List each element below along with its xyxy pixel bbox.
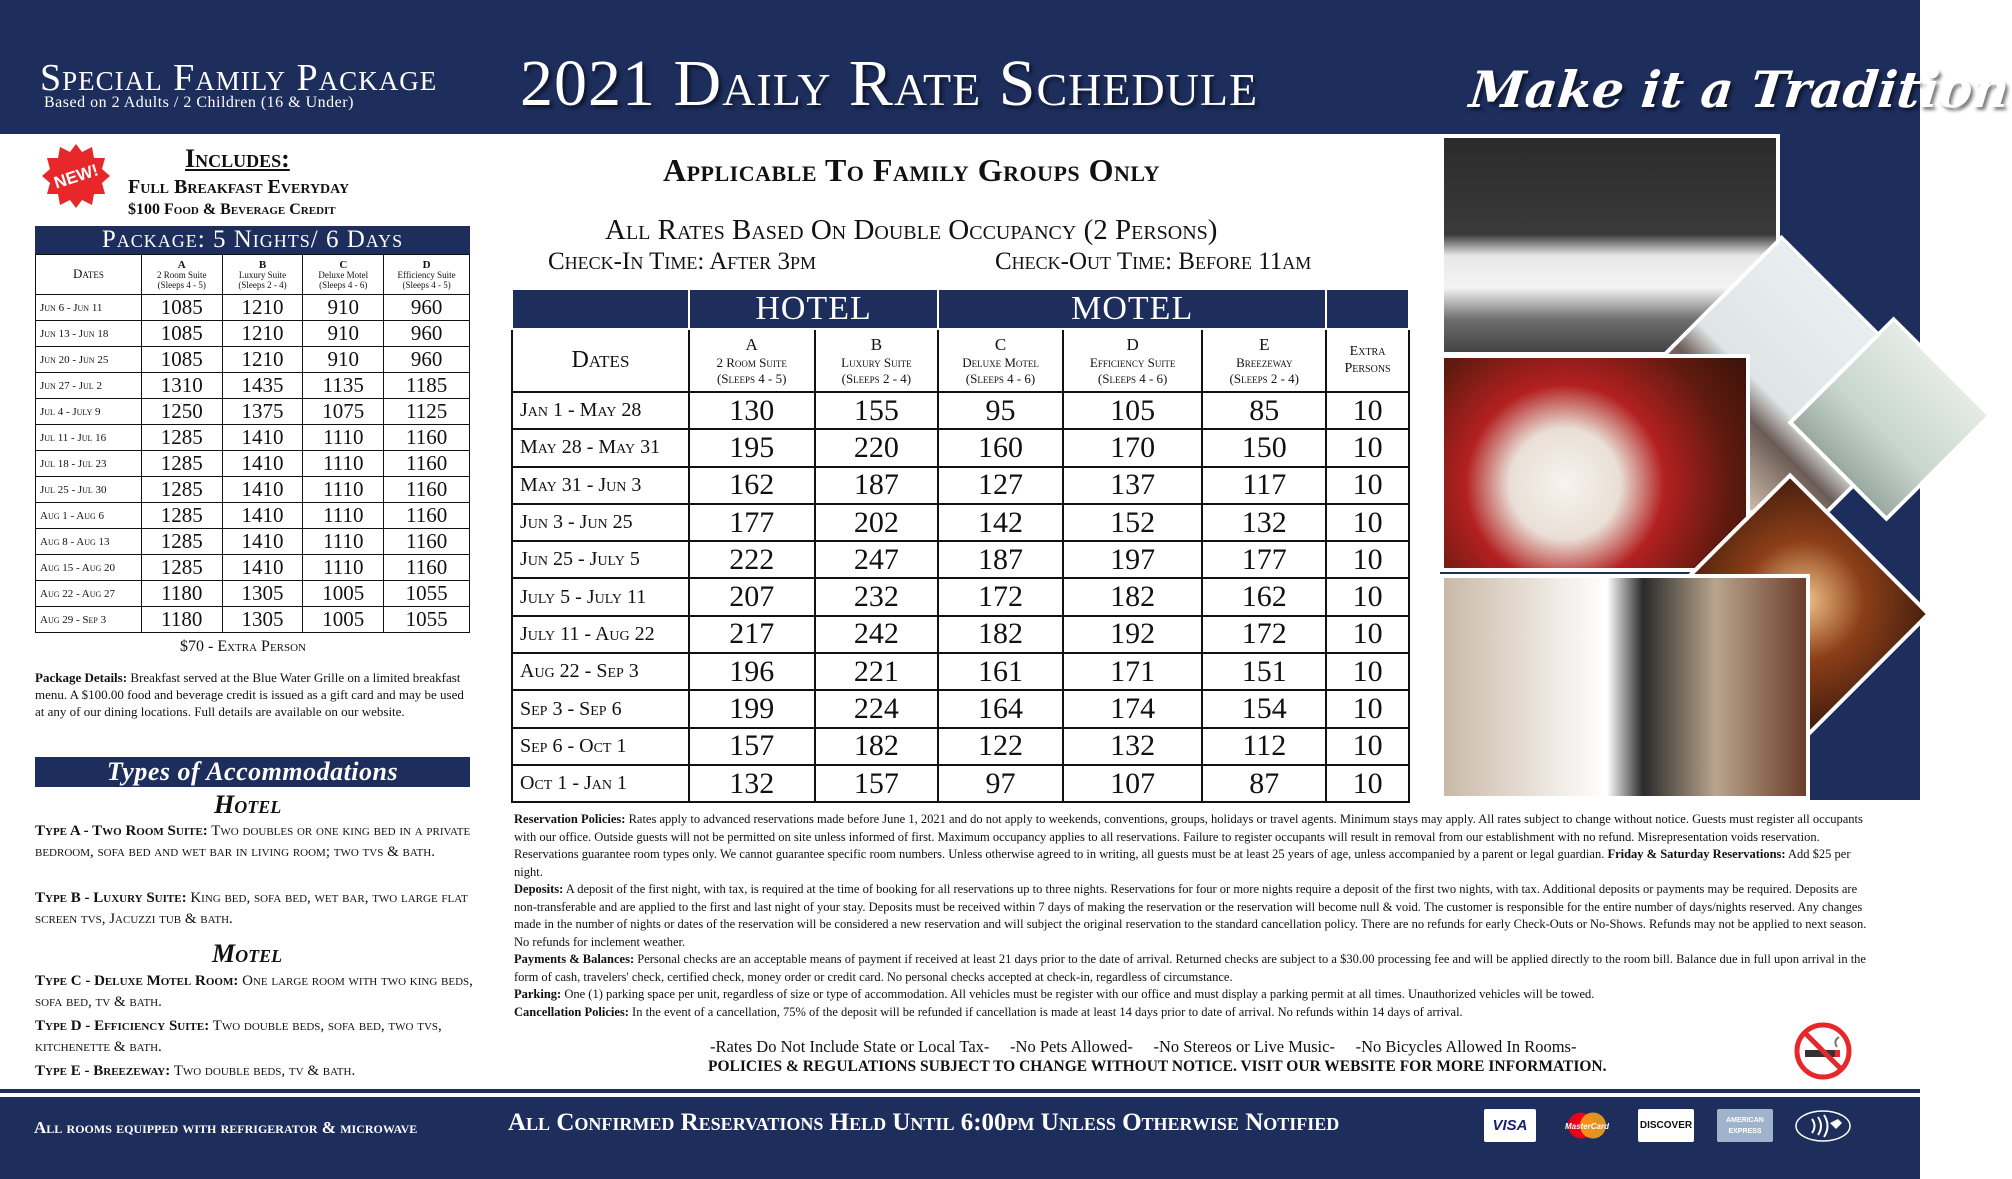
rate-cell: 117 [1202,467,1326,504]
tagline: Make it a Tradition [1466,60,2012,119]
rate-cell: 1160 [384,477,470,503]
rate-cell: 112 [1202,728,1326,765]
policies-text [514,811,1879,1021]
rate-cell: 192 [1063,616,1203,653]
rate-cell: 1285 [141,451,222,477]
row-dates: Aug 29 - Sep 3 [36,607,142,633]
package-table-header-row [36,255,470,295]
rate-cell: 1160 [384,555,470,581]
rate-cell: 10 [1326,504,1409,541]
rate-cell: 202 [815,504,939,541]
group-header-blank [1326,289,1409,329]
row-dates: Jun 20 - Jun 25 [36,347,142,373]
discover-icon: DISCOVER [1638,1109,1694,1142]
table-row [36,399,470,425]
rate-cell: 1110 [303,451,384,477]
new-badge-text: NEW! [51,160,101,193]
footer-banner [0,1097,1920,1179]
rate-cell: 247 [815,541,939,578]
package-title: Special Family Package [40,57,438,99]
row-dates: Jul 25 - Jul 30 [36,477,142,503]
rate-cell: 150 [1202,429,1326,466]
row-dates: Jul 4 - July 9 [36,399,142,425]
row-dates: Aug 22 - Sep 3 [512,653,689,690]
photo-collage [1440,134,1920,800]
table-row [512,728,1409,765]
rate-cell: 155 [815,392,939,429]
rate-cell: 87 [1202,765,1326,802]
rate-cell: 162 [689,467,815,504]
table-row [36,373,470,399]
rate-cell: 1285 [141,529,222,555]
table-row [512,467,1409,504]
rate-cell: 127 [938,467,1063,504]
row-dates: Jun 13 - Jun 18 [36,321,142,347]
rate-cell: 1410 [222,529,303,555]
rate-cell: 151 [1202,653,1326,690]
table-row [512,504,1409,541]
row-dates: Jul 18 - Jul 23 [36,451,142,477]
rate-cell: 164 [938,690,1063,727]
rate-cell: 1250 [141,399,222,425]
rate-cell: 10 [1326,429,1409,466]
mastercard-icon [1561,1109,1613,1142]
column-header: D Efficiency Suite (Sleeps 4 - 5) [384,255,470,295]
policy-paragraph: Payments & Balances: Personal checks are an acceptable means of payment if received at least 21 days prior to the date of arrival. Returned checks are subject to a $30.00 processing fee and will be applied directly to the room bill. Balance due in full upon arrival in the form of cash, travelers' check, certified check, money order or credit card. No personal checks accepted at check-in, regardless of circumstance. [514,952,1866,984]
rate-cell: 1110 [303,529,384,555]
row-dates: Aug 8 - Aug 13 [36,529,142,555]
column-header: C Deluxe Motel (Sleeps 4 - 6) [303,255,384,295]
svg-text:MasterCard: MasterCard [1564,1122,1610,1131]
row-dates: May 31 - Jun 3 [512,467,689,504]
rate-cell: 232 [815,578,939,615]
column-header: B Luxury Suite (Sleeps 2 - 4) [815,329,939,392]
wedding-photo [1440,574,1810,800]
table-row [36,321,470,347]
rates-based-note: All Rates Based On Double Occupancy (2 Persons) [605,214,1218,246]
motel-heading: Motel [212,939,283,968]
policy-paragraph: Deposits: A deposit of the first night, with tax, is required at the time of booking for all reservations up to three nights. Reservations for four or more nights require a deposit of the first two nights, with tax. Additional deposits or payments may be required. Deposits are non-transferable and are applied to the first and last night of your stay. Deposits must be received within 7 days of making the reservation or the reservation will become null & void. The customer is responsible for the entire number of days/nights reserved. Any changes made in the number of nights or dates of the reservation will be considered a new reservation and will subject the original reservation to the standard cancellation policy. There are no refunds for early Check-Outs or No-Shows. Refunds may not be applied to next season. No refunds for inclement weather. [514,882,1867,949]
rate-cell: 177 [1202,541,1326,578]
rate-cell: 1285 [141,555,222,581]
row-dates: Sep 6 - Oct 1 [512,728,689,765]
rate-cell: 122 [938,728,1063,765]
rate-cell: 1210 [222,295,303,321]
table-row [36,347,470,373]
footer-reservation-note: All Confirmed Reservations Held Until 6:00pm Unless Otherwise Notified [508,1109,1340,1136]
column-header: E Breezeway (Sleeps 2 - 4) [1202,329,1326,392]
accommodations-title: Types of Accommodations [35,757,470,787]
rate-cell: 10 [1326,392,1409,429]
rate-cell: 195 [689,429,815,466]
table-row [512,429,1409,466]
rate-cell: 1110 [303,503,384,529]
rate-cell: 162 [1202,578,1326,615]
package-subtitle: Based on 2 Adults / 2 Children (16 & Under) [44,94,354,111]
rate-cell: 242 [815,616,939,653]
rate-cell: 1110 [303,555,384,581]
row-dates: Aug 15 - Aug 20 [36,555,142,581]
rate-cell: 196 [689,653,815,690]
rate-cell: 1410 [222,451,303,477]
rate-cell: 1110 [303,477,384,503]
row-dates: Jul 11 - Jul 16 [36,425,142,451]
rate-cell: 154 [1202,690,1326,727]
column-header: B Luxury Suite (Sleeps 2 - 4) [222,255,303,295]
rate-cell: 1410 [222,503,303,529]
package-details-label: Package Details: [35,670,128,685]
package-rate-table [35,254,470,633]
accommodation-type-c: Type C - Deluxe Motel Room: One large room with two king beds, sofa bed, tv & bath. [35,973,473,1010]
table-row [512,541,1409,578]
column-header-dates: Dates [512,329,689,392]
rules-line: -Rates Do Not Include State or Local Tax- -No Pets Allowed- -No Stereos or Live Music- -No Bicycles Allowed In Rooms- [710,1037,1577,1056]
rate-cell: 1125 [384,399,470,425]
column-header: D Efficiency Suite (Sleeps 4 - 6) [1063,329,1203,392]
policy-notice: POLICIES & REGULATIONS SUBJECT TO CHANGE WITHOUT NOTICE. VISIT OUR WEBSITE FOR MORE INFORMATION. [708,1058,1607,1075]
rate-cell: 1305 [222,581,303,607]
rate-cell: 960 [384,321,470,347]
rate-cell: 97 [938,765,1063,802]
rate-cell: 1085 [141,295,222,321]
footer-amenities: All rooms equipped with refrigerator & microwave [34,1118,418,1137]
rate-cell: 132 [1063,728,1203,765]
rate-cell: 1135 [303,373,384,399]
rate-cell: 161 [938,653,1063,690]
rate-cell: 85 [1202,392,1326,429]
check-out-time: Check-Out Time: Before 11am [995,248,1312,275]
rate-cell: 1160 [384,451,470,477]
rate-table-header-row [512,329,1409,392]
rate-cell: 199 [689,690,815,727]
rate-cell: 105 [1063,392,1203,429]
package-table-title: Package: 5 Nights/ 6 Days [35,226,470,254]
rate-cell: 910 [303,295,384,321]
rate-cell: 177 [689,504,815,541]
rate-cell: 1185 [384,373,470,399]
mastercard-circles-icon [1561,1109,1613,1142]
rate-cell: 1085 [141,347,222,373]
rate-cell: 10 [1326,690,1409,727]
policy-paragraph: Cancellation Policies: In the event of a cancellation, 75% of the deposit will be refunded if cancellation is made at least 14 days prior to date of arrival. No refunds within 14 days of arrival. [514,1004,1463,1019]
rate-cell: 1285 [141,425,222,451]
group-header-hotel: HOTEL [689,289,938,329]
rate-cell: 10 [1326,578,1409,615]
column-header-dates: Dates [36,255,142,295]
table-row [36,477,470,503]
includes-item: $100 Food & Beverage Credit [128,201,336,218]
policy-paragraph: Parking: One (1) parking space per unit, regardless of size or type of accommodation. All vehicles must be register with our office and must display a parking permit at all times. Unauthorized vehicles will be towed. [514,987,1595,1001]
applicable-heading: Applicable To Family Groups Only [663,152,1160,188]
group-header-blank [512,289,689,329]
rate-cell: 960 [384,347,470,373]
rate-cell: 1005 [303,581,384,607]
rate-cell: 910 [303,347,384,373]
rate-cell: 137 [1063,467,1203,504]
package-details [35,669,470,720]
extra-person-note: $70 - Extra Person [180,638,307,655]
rate-cell: 10 [1326,728,1409,765]
hotel-heading: Hotel [214,790,282,819]
rate-cell: 130 [689,392,815,429]
rate-cell: 10 [1326,541,1409,578]
rate-table-group-row [512,289,1409,329]
table-row [36,503,470,529]
accommodation-type-b: Type B - Luxury Suite: King bed, sofa bed, wet bar, two large flat screen tvs, Jacuzzi tub & bath. [35,890,468,927]
rate-cell: 132 [689,765,815,802]
column-header: C Deluxe Motel (Sleeps 4 - 6) [938,329,1063,392]
rate-cell: 1055 [384,581,470,607]
row-dates: Jun 25 - July 5 [512,541,689,578]
rate-cell: 1375 [222,399,303,425]
table-row [512,392,1409,429]
rate-cell: 132 [1202,504,1326,541]
dining-room-photo [1440,354,1750,572]
rate-cell: 157 [815,765,939,802]
row-dates: Aug 1 - Aug 6 [36,503,142,529]
rate-cell: 160 [938,429,1063,466]
row-dates: July 5 - July 11 [512,578,689,615]
rate-cell: 170 [1063,429,1203,466]
accommodation-type-e: Type E - Breezeway: Two double beds, tv & bath. [35,1063,356,1079]
rate-cell: 1435 [222,373,303,399]
new-badge-icon [42,142,110,210]
rate-cell: 1410 [222,425,303,451]
accommodation-type-d: Type D - Efficiency Suite: Two double beds, sofa bed, two tvs, kitchenette & bath. [35,1018,442,1055]
rate-cell: 1180 [141,607,222,633]
column-header: A 2 Room Suite (Sleeps 4 - 5) [689,329,815,392]
rate-cell: 207 [689,578,815,615]
rate-cell: 1410 [222,477,303,503]
package-details-text: Breakfast served at the Blue Water Grille on a limited breakfast menu. A $100.00 food and beverage credit is issued as a gift card and may be used at any of our dining locations. Full details are available on our website. [35,670,464,719]
accommodation-type-a: Type A - Two Room Suite: Two doubles or one king bed in a private bedroom, sofa bed and wet bar in living room; two tvs & bath. [35,823,471,860]
rate-cell: 910 [303,321,384,347]
table-row [512,578,1409,615]
rate-cell: 182 [815,728,939,765]
table-row [512,616,1409,653]
rate-cell: 174 [1063,690,1203,727]
rate-cell: 107 [1063,765,1203,802]
column-header-extra-persons: Extra Persons [1326,329,1409,392]
row-dates: July 11 - Aug 22 [512,616,689,653]
row-dates: Jun 3 - Jun 25 [512,504,689,541]
table-row [512,653,1409,690]
rate-cell: 1085 [141,321,222,347]
rate-cell: 1310 [141,373,222,399]
rate-cell: 217 [689,616,815,653]
rate-cell: 224 [815,690,939,727]
rate-cell: 1285 [141,477,222,503]
rate-cell: 1160 [384,425,470,451]
row-dates: Jan 1 - May 28 [512,392,689,429]
rate-cell: 1305 [222,607,303,633]
rate-cell: 187 [938,541,1063,578]
rate-cell: 10 [1326,653,1409,690]
rate-cell: 1180 [141,581,222,607]
rate-cell: 1005 [303,607,384,633]
rate-cell: 197 [1063,541,1203,578]
page-title: 2021 Daily Rate Schedule [520,47,1259,120]
rate-cell: 182 [1063,578,1203,615]
contactless-pay-icon [1794,1109,1852,1143]
rate-cell: 171 [1063,653,1203,690]
visa-icon: VISA [1484,1109,1536,1142]
row-dates: Aug 22 - Aug 27 [36,581,142,607]
rate-cell: 157 [689,728,815,765]
row-dates: Sep 3 - Sep 6 [512,690,689,727]
row-dates: May 28 - May 31 [512,429,689,466]
rate-cell: 152 [1063,504,1203,541]
rate-cell: 172 [1202,616,1326,653]
table-row [36,555,470,581]
column-header: A 2 Room Suite (Sleeps 4 - 5) [141,255,222,295]
row-dates: Oct 1 - Jan 1 [512,765,689,802]
rate-cell: 1160 [384,503,470,529]
table-row [36,529,470,555]
rate-cell: 960 [384,295,470,321]
includes-title: Includes: [185,144,290,173]
rate-cell: 1210 [222,321,303,347]
rate-cell: 1075 [303,399,384,425]
rate-cell: 182 [938,616,1063,653]
table-row [36,607,470,633]
table-row [36,425,470,451]
rate-cell: 10 [1326,616,1409,653]
rate-cell: 1110 [303,425,384,451]
footer-divider [0,1089,1920,1093]
rate-cell: 220 [815,429,939,466]
table-row [512,765,1409,802]
no-smoking-icon [1793,1021,1853,1081]
group-header-motel: MOTEL [938,289,1326,329]
includes-item: Full Breakfast Everyday [128,176,350,198]
rate-cell: 10 [1326,467,1409,504]
row-dates: Jun 6 - Jun 11 [36,295,142,321]
table-row [36,581,470,607]
table-row [512,690,1409,727]
rate-cell: 1160 [384,529,470,555]
daily-rate-table [511,288,1410,803]
rate-cell: 95 [938,392,1063,429]
rate-cell: 172 [938,578,1063,615]
policy-paragraph: Reservation Policies: Rates apply to advanced reservations made before June 1, 2021 and do not apply to weekends, conventions, groups, holidays or travel agents. Minimum stays may apply. All rates subject to change without notice. Guests must register all occupants with our office. Outside guests will not be permitted on site unless informed of first. Maximum occupancy applies to all reservations. Failure to register occupants will result in removal from our establishment with no refund. Misrepresentation voids reservation. Reservations guarantee room types only. We cannot guarantee specific room numbers. Unless otherwise agreed to in writing, all guests must be at least 25 years of age, unless accompanied by a parent or legal guardian. Friday & Saturday Reservations: Add $25 per night. [514,812,1863,879]
rate-cell: 10 [1326,765,1409,802]
header-banner [0,0,2012,134]
rate-cell: 1410 [222,555,303,581]
check-in-time: Check-In Time: After 3pm [548,248,817,275]
rate-cell: 1210 [222,347,303,373]
rate-cell: 221 [815,653,939,690]
row-dates: Jun 27 - Jul 2 [36,373,142,399]
rate-cell: 222 [689,541,815,578]
amex-icon: AMERICAN EXPRESS [1717,1109,1773,1142]
rate-cell: 142 [938,504,1063,541]
rate-cell: 1285 [141,503,222,529]
rate-cell: 187 [815,467,939,504]
rate-cell: 1055 [384,607,470,633]
table-row [36,451,470,477]
table-row [36,295,470,321]
